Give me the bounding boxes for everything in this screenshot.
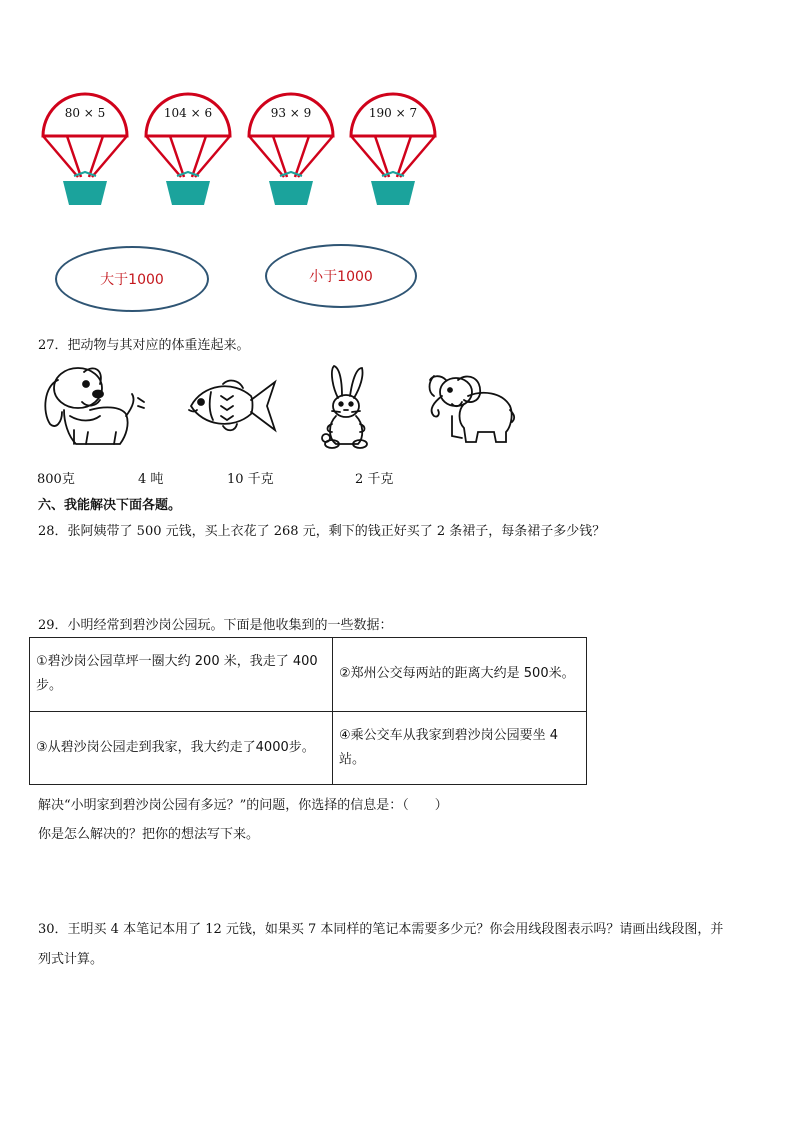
info-cell-4: ④乘公交车从我家到碧沙岗公园要坐 4 站。 [333, 711, 587, 785]
oval-label: 大于1000 [100, 272, 164, 288]
parachute-3 [246, 92, 336, 212]
weight-label: 4 吨 [138, 472, 164, 487]
info-cell-2: ②郑州公交每两站的距离大约是 500米。 [333, 638, 587, 712]
question-30-line1: 30．王明买 4 本笔记本用了 12 元钱，如果买 7 本同样的笔记本需要多少元？你会用线段图表示吗？请画出线段图，并 [38, 922, 724, 937]
question-30-line2: 列式计算。 [38, 952, 104, 967]
weight-label: 10 千克 [227, 472, 274, 487]
oval-less-than-1000[interactable] [265, 244, 417, 308]
question-28: 28．张阿姨带了 500 元钱，买上衣花了 268 元，剩下的钱正好买了 2 条裙子，每条裙子多少钱？ [38, 524, 606, 539]
info-table [29, 637, 587, 785]
question-29-prompt: 解决“小明家到碧沙岗公园有多远？”的问题，你选择的信息是：（ ） [38, 798, 448, 813]
rabbit-icon [318, 362, 374, 454]
parachute-4 [348, 92, 438, 212]
weight-label: 800克 [37, 472, 75, 487]
info-cell-3: ③从碧沙岗公园走到我家，我大约走了4000步。 [30, 711, 333, 785]
parachute-expression: 190 × 7 [368, 106, 418, 120]
parachute-1 [40, 92, 130, 212]
question-27: 27．把动物与其对应的体重连起来。 [38, 338, 250, 353]
weight-label: 2 千克 [355, 472, 394, 487]
parachute-2 [143, 92, 233, 212]
question-29-intro: 29．小明经常到碧沙岗公园玩。下面是他收集到的一些数据： [38, 618, 393, 633]
parachute-expression: 80 × 5 [64, 106, 106, 120]
dog-icon [40, 360, 145, 456]
parachute-expression: 93 × 9 [270, 106, 312, 120]
question-29-followup: 你是怎么解决的？把你的想法写下来。 [38, 827, 260, 842]
oval-label: 小于1000 [309, 269, 373, 285]
section-heading: 六、我能解决下面各题。 [38, 498, 182, 513]
info-cell-1: ①碧沙岗公园草坪一圈大约 200 米，我走了 400 步。 [30, 638, 333, 712]
parachute-expression: 104 × 6 [163, 106, 213, 120]
oval-greater-than-1000[interactable] [55, 246, 209, 312]
fish-icon [183, 374, 279, 440]
elephant-icon [424, 366, 516, 452]
